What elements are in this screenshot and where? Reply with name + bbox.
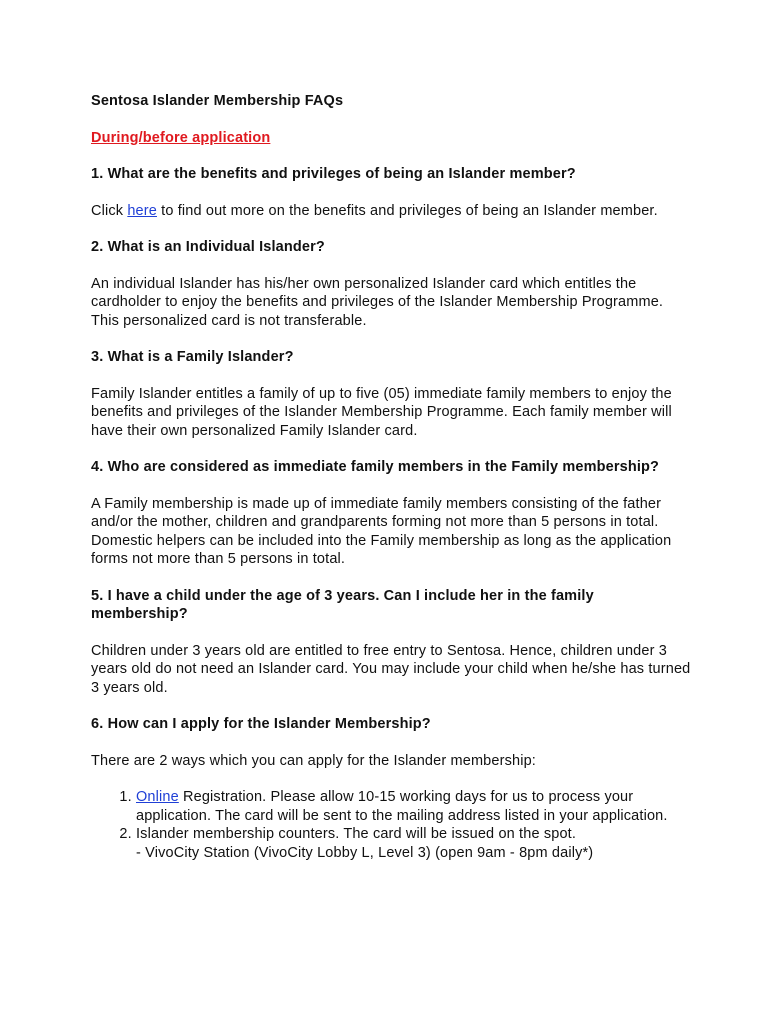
way-1-text: Registration. Please allow 10-15 working days for us to process your application. The card will be sent to the mailing address listed in your application. <box>136 789 668 824</box>
counter-location: - VivoCity Station (VivoCity Lobby L, Level 3) (open 9am - 8pm daily*) <box>136 844 594 861</box>
faq-question-1: 1. What are the benefits and privileges of being an Islander member? <box>91 166 576 182</box>
list-item <box>136 788 691 825</box>
faq-question-5: 5. I have a child under the age of 3 years. Can I include her in the family membership? <box>91 587 594 622</box>
faq-answer-1-prefix: Click <box>91 202 128 219</box>
list-item <box>136 825 691 862</box>
here-link[interactable]: here <box>127 202 157 219</box>
faq-question-4: 4. Who are considered as immediate family members in the Family membership? <box>91 459 660 475</box>
faq-answer-2: An individual Islander has his/her own personalized Islander card which entitles the cardholder to enjoy the benefits and privileges of the Islander Membership Programme. This personalized card is not transferable. <box>91 275 664 329</box>
faq-answer-5: Children under 3 years old are entitled to free entry to Sentosa. Hence, children under 3 years old do not need an Islander card. You may include your child when he/she has turned 3 years old. <box>91 642 691 696</box>
faq-answer-1-suffix: to find out more on the benefits and privileges of being an Islander member. <box>156 202 658 219</box>
faq-question-6: 6. How can I apply for the Islander Membership? <box>91 716 431 732</box>
section-heading: During/before application <box>91 129 271 146</box>
application-ways-list <box>91 788 691 862</box>
document-title: Sentosa Islander Membership FAQs <box>91 93 344 109</box>
faq-answer-6: There are 2 ways which you can apply for the Islander membership: <box>91 752 536 769</box>
faq-question-3: 3. What is a Family Islander? <box>91 349 294 365</box>
faq-answer-1 <box>91 202 691 221</box>
faq-question-2: 2. What is an Individual Islander? <box>91 239 325 255</box>
online-link[interactable]: Online <box>136 789 179 805</box>
faq-document <box>91 92 691 862</box>
way-2-text: Islander membership counters. The card will be issued on the spot. <box>136 826 577 842</box>
faq-answer-3: Family Islander entitles a family of up to five (05) immediate family members to enjoy the benefits and privileges of the Islander Membership Programme. Each family member will have their own personalized Family Islander card. <box>91 385 672 439</box>
faq-answer-4: A Family membership is made up of immediate family members consisting of the father and/or the mother, children and grandparents forming not more than 5 persons in total. Domestic helpers can be included into the Family membership as long as the application forms not more than 5 persons in total. <box>91 495 672 567</box>
